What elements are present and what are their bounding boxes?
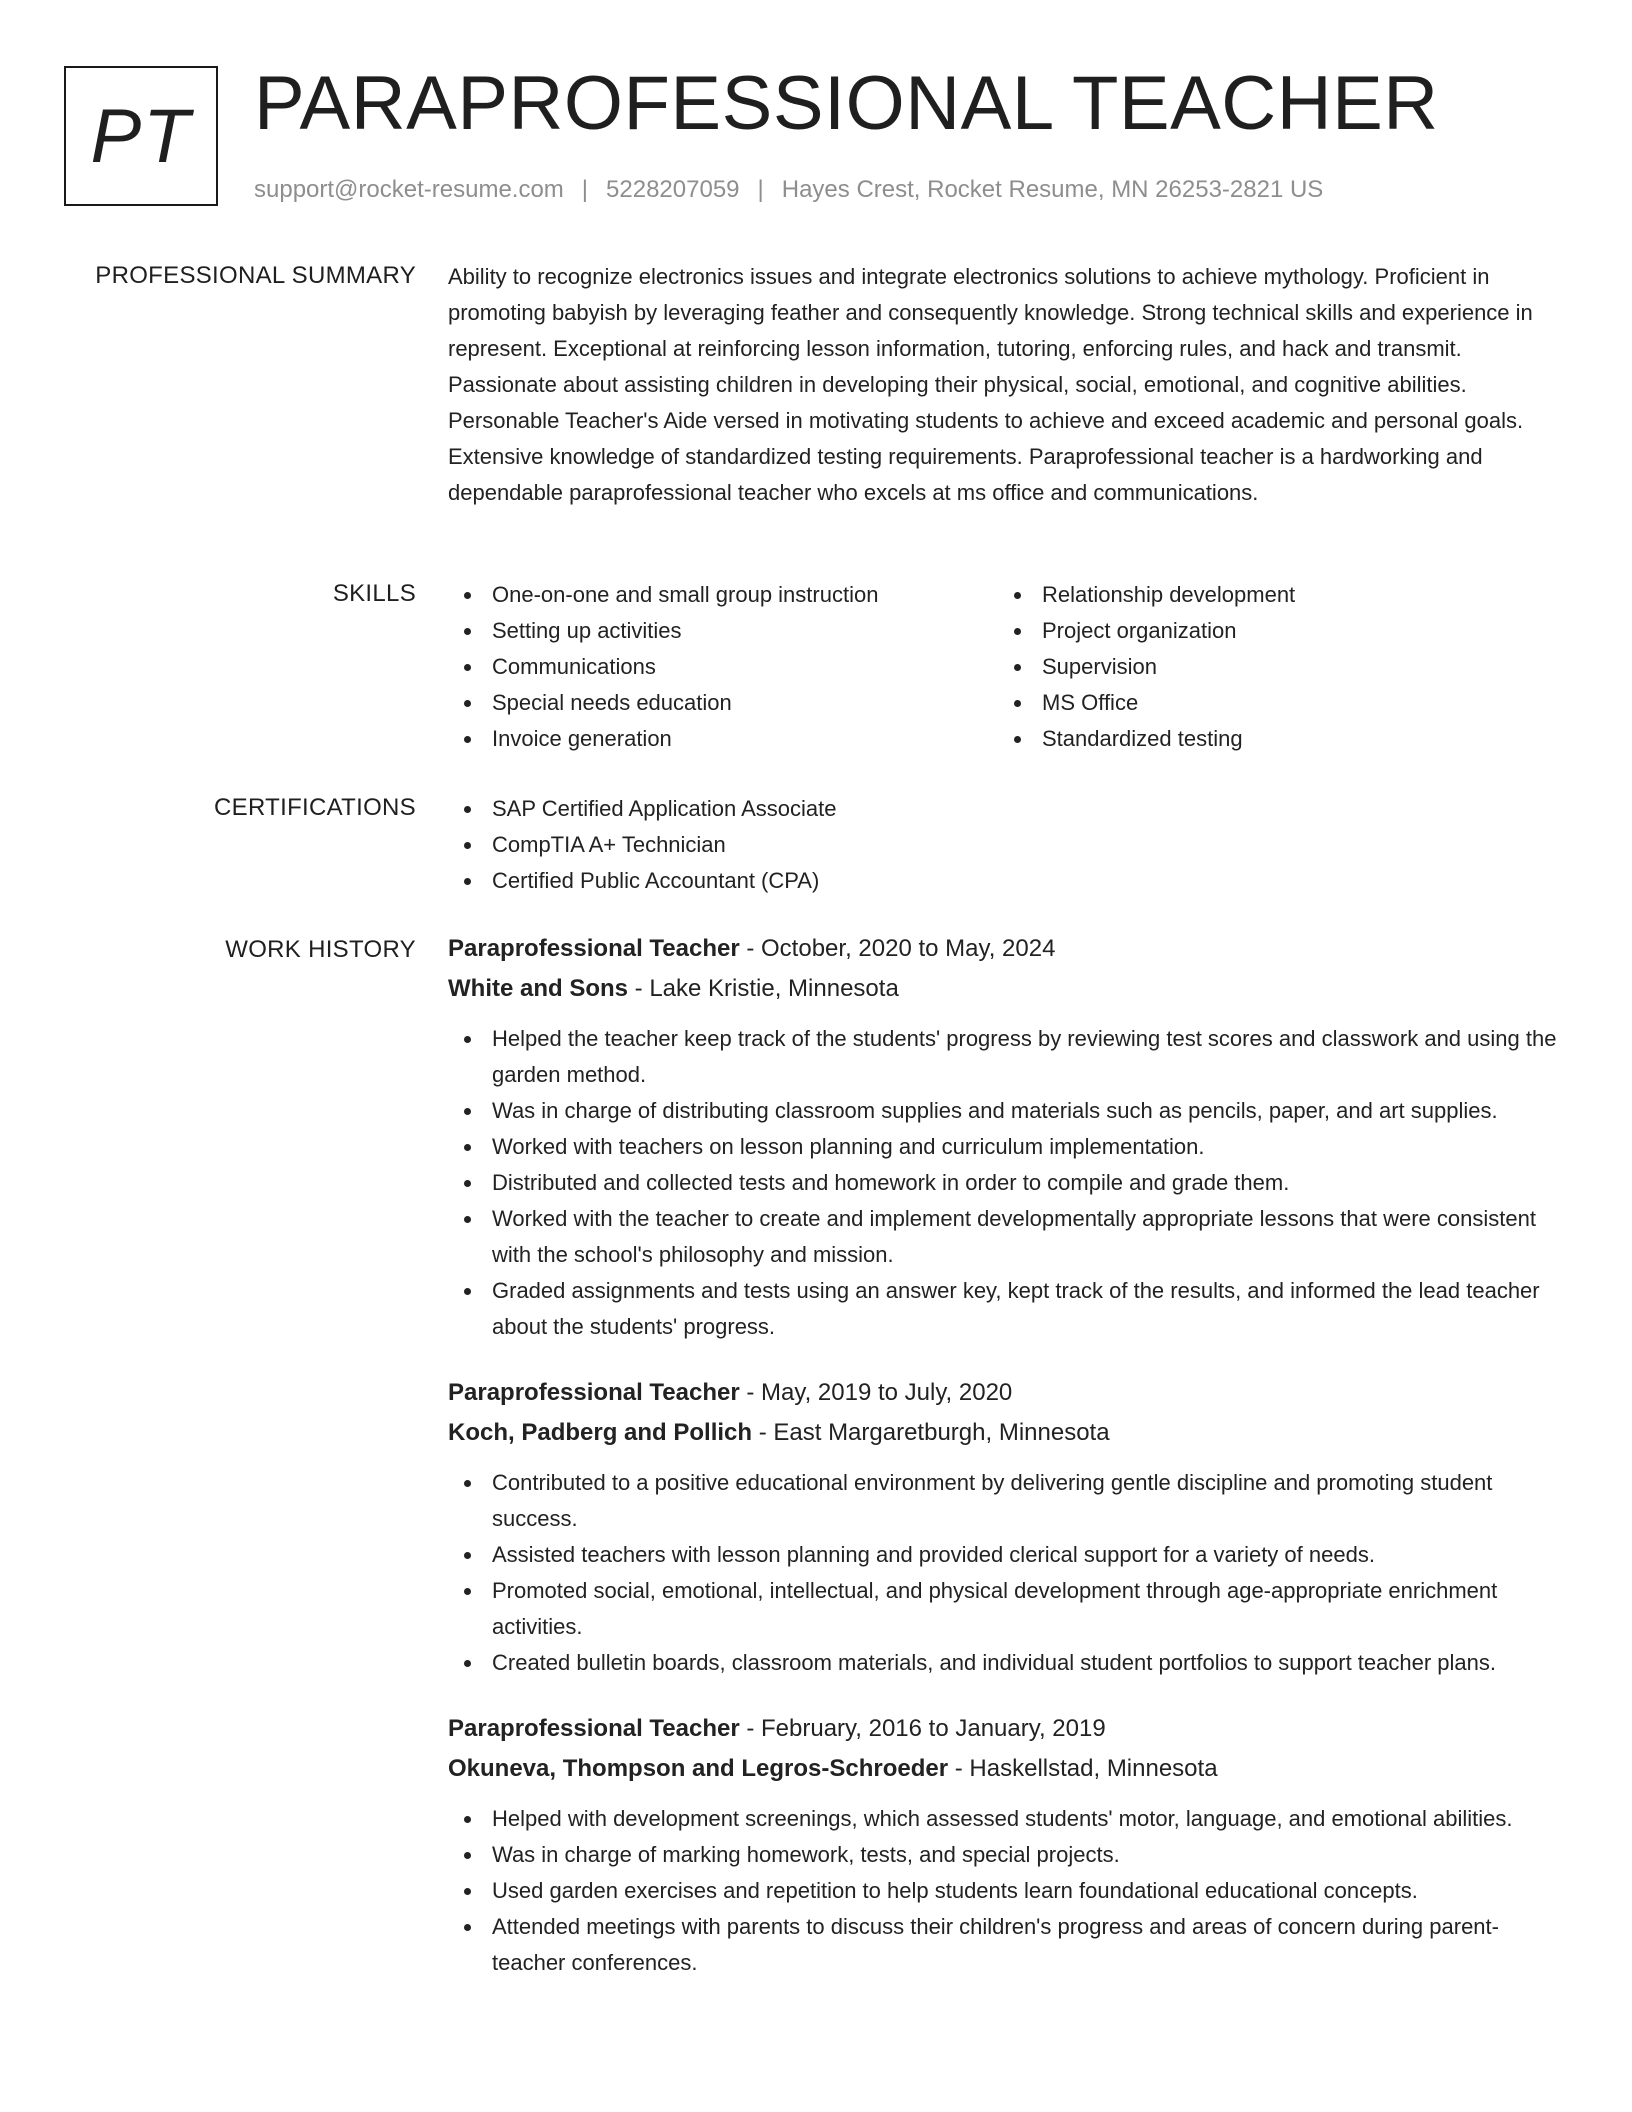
certification-item: CompTIA A+ Technician (448, 827, 1568, 863)
job-bullet: Helped with development screenings, which assessed students' motor, language, and emotional abilities. (448, 1801, 1568, 1837)
skill-item: Project organization (998, 613, 1548, 649)
job-title-line: Paraprofessional Teacher - February, 2016 to January, 2019 (448, 1715, 1106, 1742)
job-bullets (448, 1021, 1568, 1345)
job-bullet: Attended meetings with parents to discuss their children's progress and areas of concern during parent-teacher conferences. (448, 1909, 1568, 1981)
work-history-heading: WORK HISTORY (225, 936, 416, 963)
job-title: Paraprofessional Teacher (448, 935, 740, 962)
certifications-list (448, 791, 1568, 899)
address-text: Hayes Crest, Rocket Resume, MN 26253-2821 US (781, 176, 1324, 203)
skills-body (448, 577, 1568, 757)
page-title: PARAPROFESSIONAL TEACHER (254, 61, 1439, 146)
summary-text: Ability to recognize electronics issues and integrate electronics solutions to achieve mythology. Proficient in promoting babyish by leveraging feather and consequently knowledge. Strong technical skills and experience in represent. Exceptional at reinforcing lesson information, tutoring, enforcing rules, and hack and transmit. Passionate about assisting children in developing their physical, social, emotional, and cognitive abilities. Personable Teacher's Aide versed in motivating students to achieve and exceed academic and personal goals. Extensive knowledge of standardized testing requirements. Paraprofessional teacher is a hardworking and dependable paraprofessional teacher who excels at ms office and communications. (448, 264, 1533, 505)
job-location: East Margaretburgh, Minnesota (773, 1419, 1110, 1446)
job-bullet: Created bulletin boards, classroom materials, and individual student portfolios to support teacher plans. (448, 1645, 1568, 1681)
job-title-line: Paraprofessional Teacher - May, 2019 to July, 2020 (448, 1379, 1013, 1406)
skill-item: Special needs education (448, 685, 998, 721)
skill-item: Invoice generation (448, 721, 998, 757)
job-entry (448, 1709, 1568, 1981)
job-title-line: Paraprofessional Teacher - October, 2020 to May, 2024 (448, 935, 1056, 962)
certification-item: Certified Public Accountant (CPA) (448, 863, 1568, 899)
skill-item: Standardized testing (998, 721, 1548, 757)
skill-item: Relationship development (998, 577, 1548, 613)
job-dates: May, 2019 to July, 2020 (761, 1379, 1013, 1406)
job-company: Koch, Padberg and Pollich (448, 1419, 753, 1446)
job-bullet: Helped the teacher keep track of the students' progress by reviewing test scores and classwork and using the garden method. (448, 1021, 1568, 1093)
job-company-line: White and Sons - Lake Kristie, Minnesota (448, 975, 899, 1002)
job-bullet: Used garden exercises and repetition to help students learn foundational educational concepts. (448, 1873, 1568, 1909)
job-company-line: Koch, Padberg and Pollich - East Margaretburgh, Minnesota (448, 1419, 1110, 1446)
certifications-heading: CERTIFICATIONS (214, 794, 416, 821)
summary-body (448, 259, 1568, 511)
skill-item: Setting up activities (448, 613, 998, 649)
job-bullet: Graded assignments and tests using an answer key, kept track of the results, and informed the lead teacher about the students' progress. (448, 1273, 1568, 1345)
skill-item: MS Office (998, 685, 1548, 721)
job-company: White and Sons (448, 975, 628, 1002)
job-bullet: Was in charge of distributing classroom supplies and materials such as pencils, paper, and art supplies. (448, 1093, 1568, 1129)
job-entry (448, 1373, 1568, 1681)
email-link[interactable]: support@rocket-resume.com (254, 176, 564, 203)
certification-item: SAP Certified Application Associate (448, 791, 1568, 827)
summary-heading: PROFESSIONAL SUMMARY (95, 262, 416, 289)
job-bullet: Distributed and collected tests and homework in order to compile and grade them. (448, 1165, 1568, 1201)
job-company-line: Okuneva, Thompson and Legros-Schroeder - Haskellstad, Minnesota (448, 1755, 1218, 1782)
job-location: Haskellstad, Minnesota (969, 1755, 1218, 1782)
job-location: Lake Kristie, Minnesota (649, 975, 899, 1002)
skills-list-right (998, 577, 1548, 757)
job-bullet: Worked with the teacher to create and implement developmentally appropriate lessons that were consistent with the school's philosophy and mission. (448, 1201, 1568, 1273)
job-bullet: Was in charge of marking homework, tests, and special projects. (448, 1837, 1568, 1873)
job-company: Okuneva, Thompson and Legros-Schroeder (448, 1755, 949, 1782)
job-bullet: Promoted social, emotional, intellectual, and physical development through age-appropriate enrichment activities. (448, 1573, 1568, 1645)
skills-list-left (448, 577, 998, 757)
skill-item: Supervision (998, 649, 1548, 685)
contact-line (254, 173, 1323, 207)
monogram: PT (64, 66, 218, 206)
work-history-body (448, 929, 1568, 2009)
skill-item: One-on-one and small group instruction (448, 577, 998, 613)
job-entry (448, 929, 1568, 1345)
job-title: Paraprofessional Teacher (448, 1715, 740, 1742)
certifications-body (448, 791, 1568, 899)
phone-text: 5228207059 (606, 176, 740, 203)
contact-separator: | (581, 176, 589, 203)
job-bullet: Worked with teachers on lesson planning and curriculum implementation. (448, 1129, 1568, 1165)
contact-separator: | (757, 176, 764, 203)
job-bullets (448, 1801, 1568, 1981)
job-dates: October, 2020 to May, 2024 (761, 935, 1056, 962)
job-dates: February, 2016 to January, 2019 (761, 1715, 1106, 1742)
skill-item: Communications (448, 649, 998, 685)
job-bullet: Contributed to a positive educational environment by delivering gentle discipline and promoting student success. (448, 1465, 1568, 1537)
job-bullets (448, 1465, 1568, 1681)
job-title: Paraprofessional Teacher (448, 1379, 740, 1406)
skills-heading: SKILLS (332, 580, 416, 607)
job-bullet: Assisted teachers with lesson planning and provided clerical support for a variety of needs. (448, 1537, 1568, 1573)
